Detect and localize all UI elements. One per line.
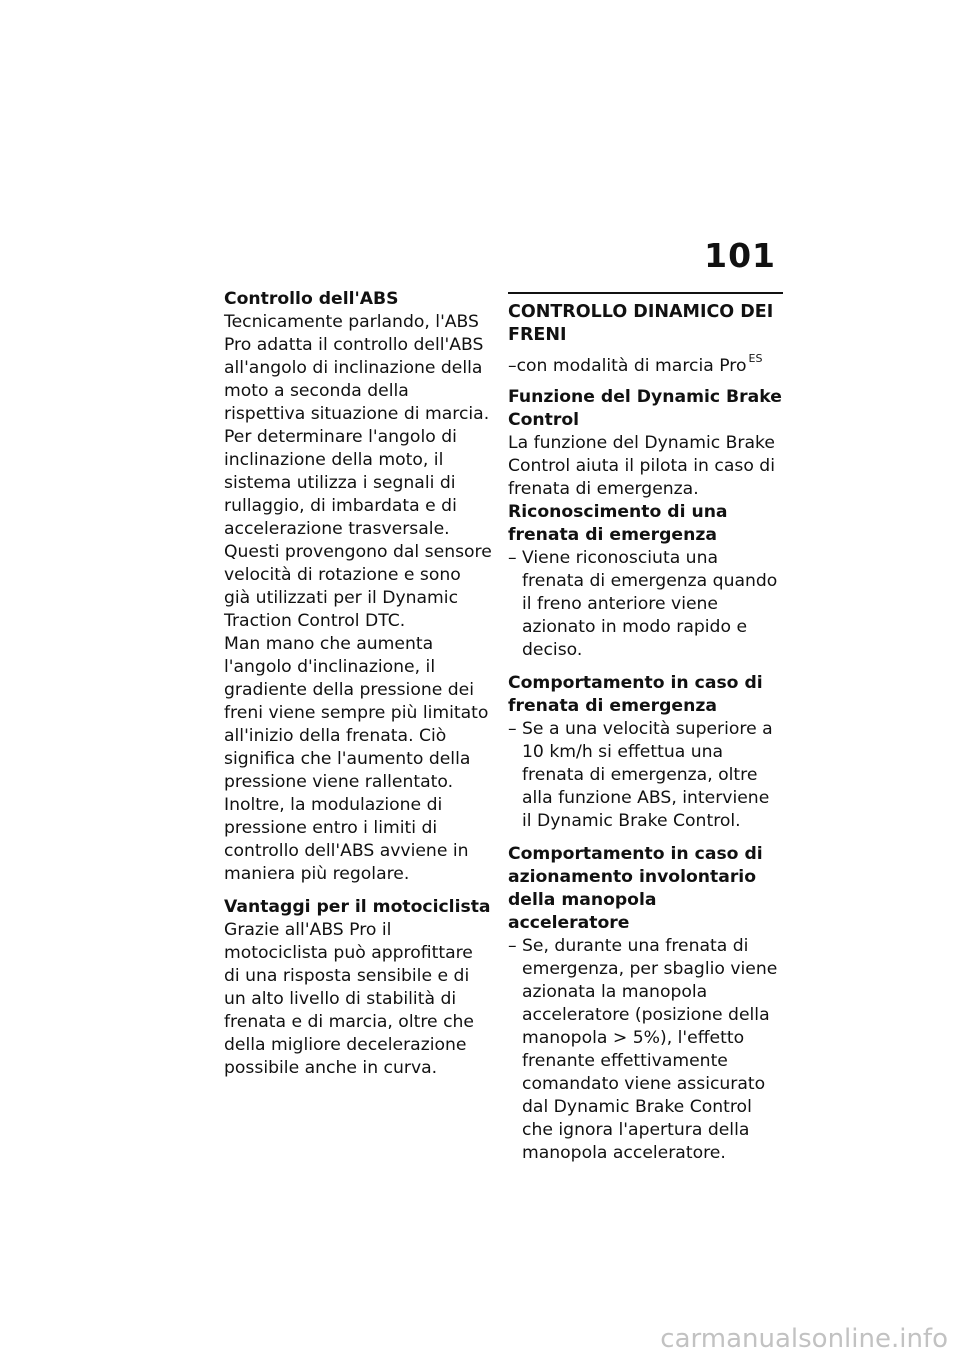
- throttle-heading: Comportamento in caso di azionamento involontario della manopola acceleratore: [508, 844, 763, 933]
- right-column: [508, 288, 783, 1175]
- advantages-paragraph: Grazie all'ABS Pro il motociclista può approfittare di una risposta sensibile e di un alto livello di stabilità di frenata e di marcia, oltre che della migliore decelerazione possibile anche in curva.: [224, 920, 474, 1078]
- intro-text: con modalità di marcia Pro: [516, 356, 747, 376]
- abs-paragraph-1: Tecnicamente parlando, l'ABS Pro adatta il controllo dell'ABS all'angolo di inclinazione della moto a seconda della rispettiva situazione di marcia. Per determinare l'angolo di inclinazione della moto, il sistema utilizza i segnali di rullaggio, di imbardata e di accelerazione trasversale. Questi provengono dal sensore velocità di rotazione e sono già utilizzati per il Dynamic Traction Control DTC.: [224, 312, 492, 631]
- abs-paragraph-2: Man mano che aumenta l'angolo d'inclinazione, il gradiente della pressione dei freni viene sempre più limitato all'inizio della frenata. Ciò significa che l'aumento della pressione viene rallentato. Inoltre, la modulazione di pressione entro i limiti di controllo dell'ABS avviene in maniera più regolare.: [224, 634, 489, 884]
- throttle-bullet-text: Se, durante una frenata di emergenza, per sbaglio viene azionata la manopola acceleratore (posizione della manopola > 5%), l'effetto frenante effettivamente comandato viene assicurato dal Dynamic Brake Control che ignora l'apertura della manopola acceleratore.: [522, 936, 778, 1163]
- watermark: carmanualsonline.info: [660, 1324, 948, 1354]
- bullet-dash: –: [508, 936, 517, 956]
- bullet-dash: –: [508, 719, 517, 739]
- intro-dash: –: [508, 356, 517, 376]
- recognition-bullet: [508, 547, 783, 662]
- riding-mode-note: [508, 352, 783, 378]
- behaviour-bullet-text: Se a una velocità superiore a 10 km/h si effettua una frenata di emergenza, oltre alla funzione ABS, interviene il Dynamic Brake Control.: [522, 719, 773, 831]
- advantages-heading: Vantaggi per il motociclista: [224, 897, 491, 917]
- throttle-bullet: [508, 935, 783, 1165]
- abs-heading: Controllo dell'ABS: [224, 289, 399, 309]
- recognition-heading: Riconoscimento di una frenata di emergenza: [508, 502, 728, 545]
- left-column: [224, 288, 492, 1090]
- page-number: 101: [704, 236, 776, 275]
- section-title: CONTROLLO DINAMICO DEI FRENI: [508, 292, 783, 347]
- behaviour-bullet: [508, 718, 783, 833]
- recognition-bullet-text: Viene riconosciuta una frenata di emergenza quando il freno anteriore viene azionato in modo rapido e deciso.: [522, 548, 778, 660]
- bullet-dash: –: [508, 548, 517, 568]
- function-heading: Funzione del Dynamic Brake Control: [508, 387, 782, 430]
- intro-superscript: ES: [748, 352, 763, 366]
- behaviour-heading: Comportamento in caso di frenata di emergenza: [508, 673, 763, 716]
- function-paragraph: La funzione del Dynamic Brake Control aiuta il pilota in caso di frenata di emergenza.: [508, 433, 775, 499]
